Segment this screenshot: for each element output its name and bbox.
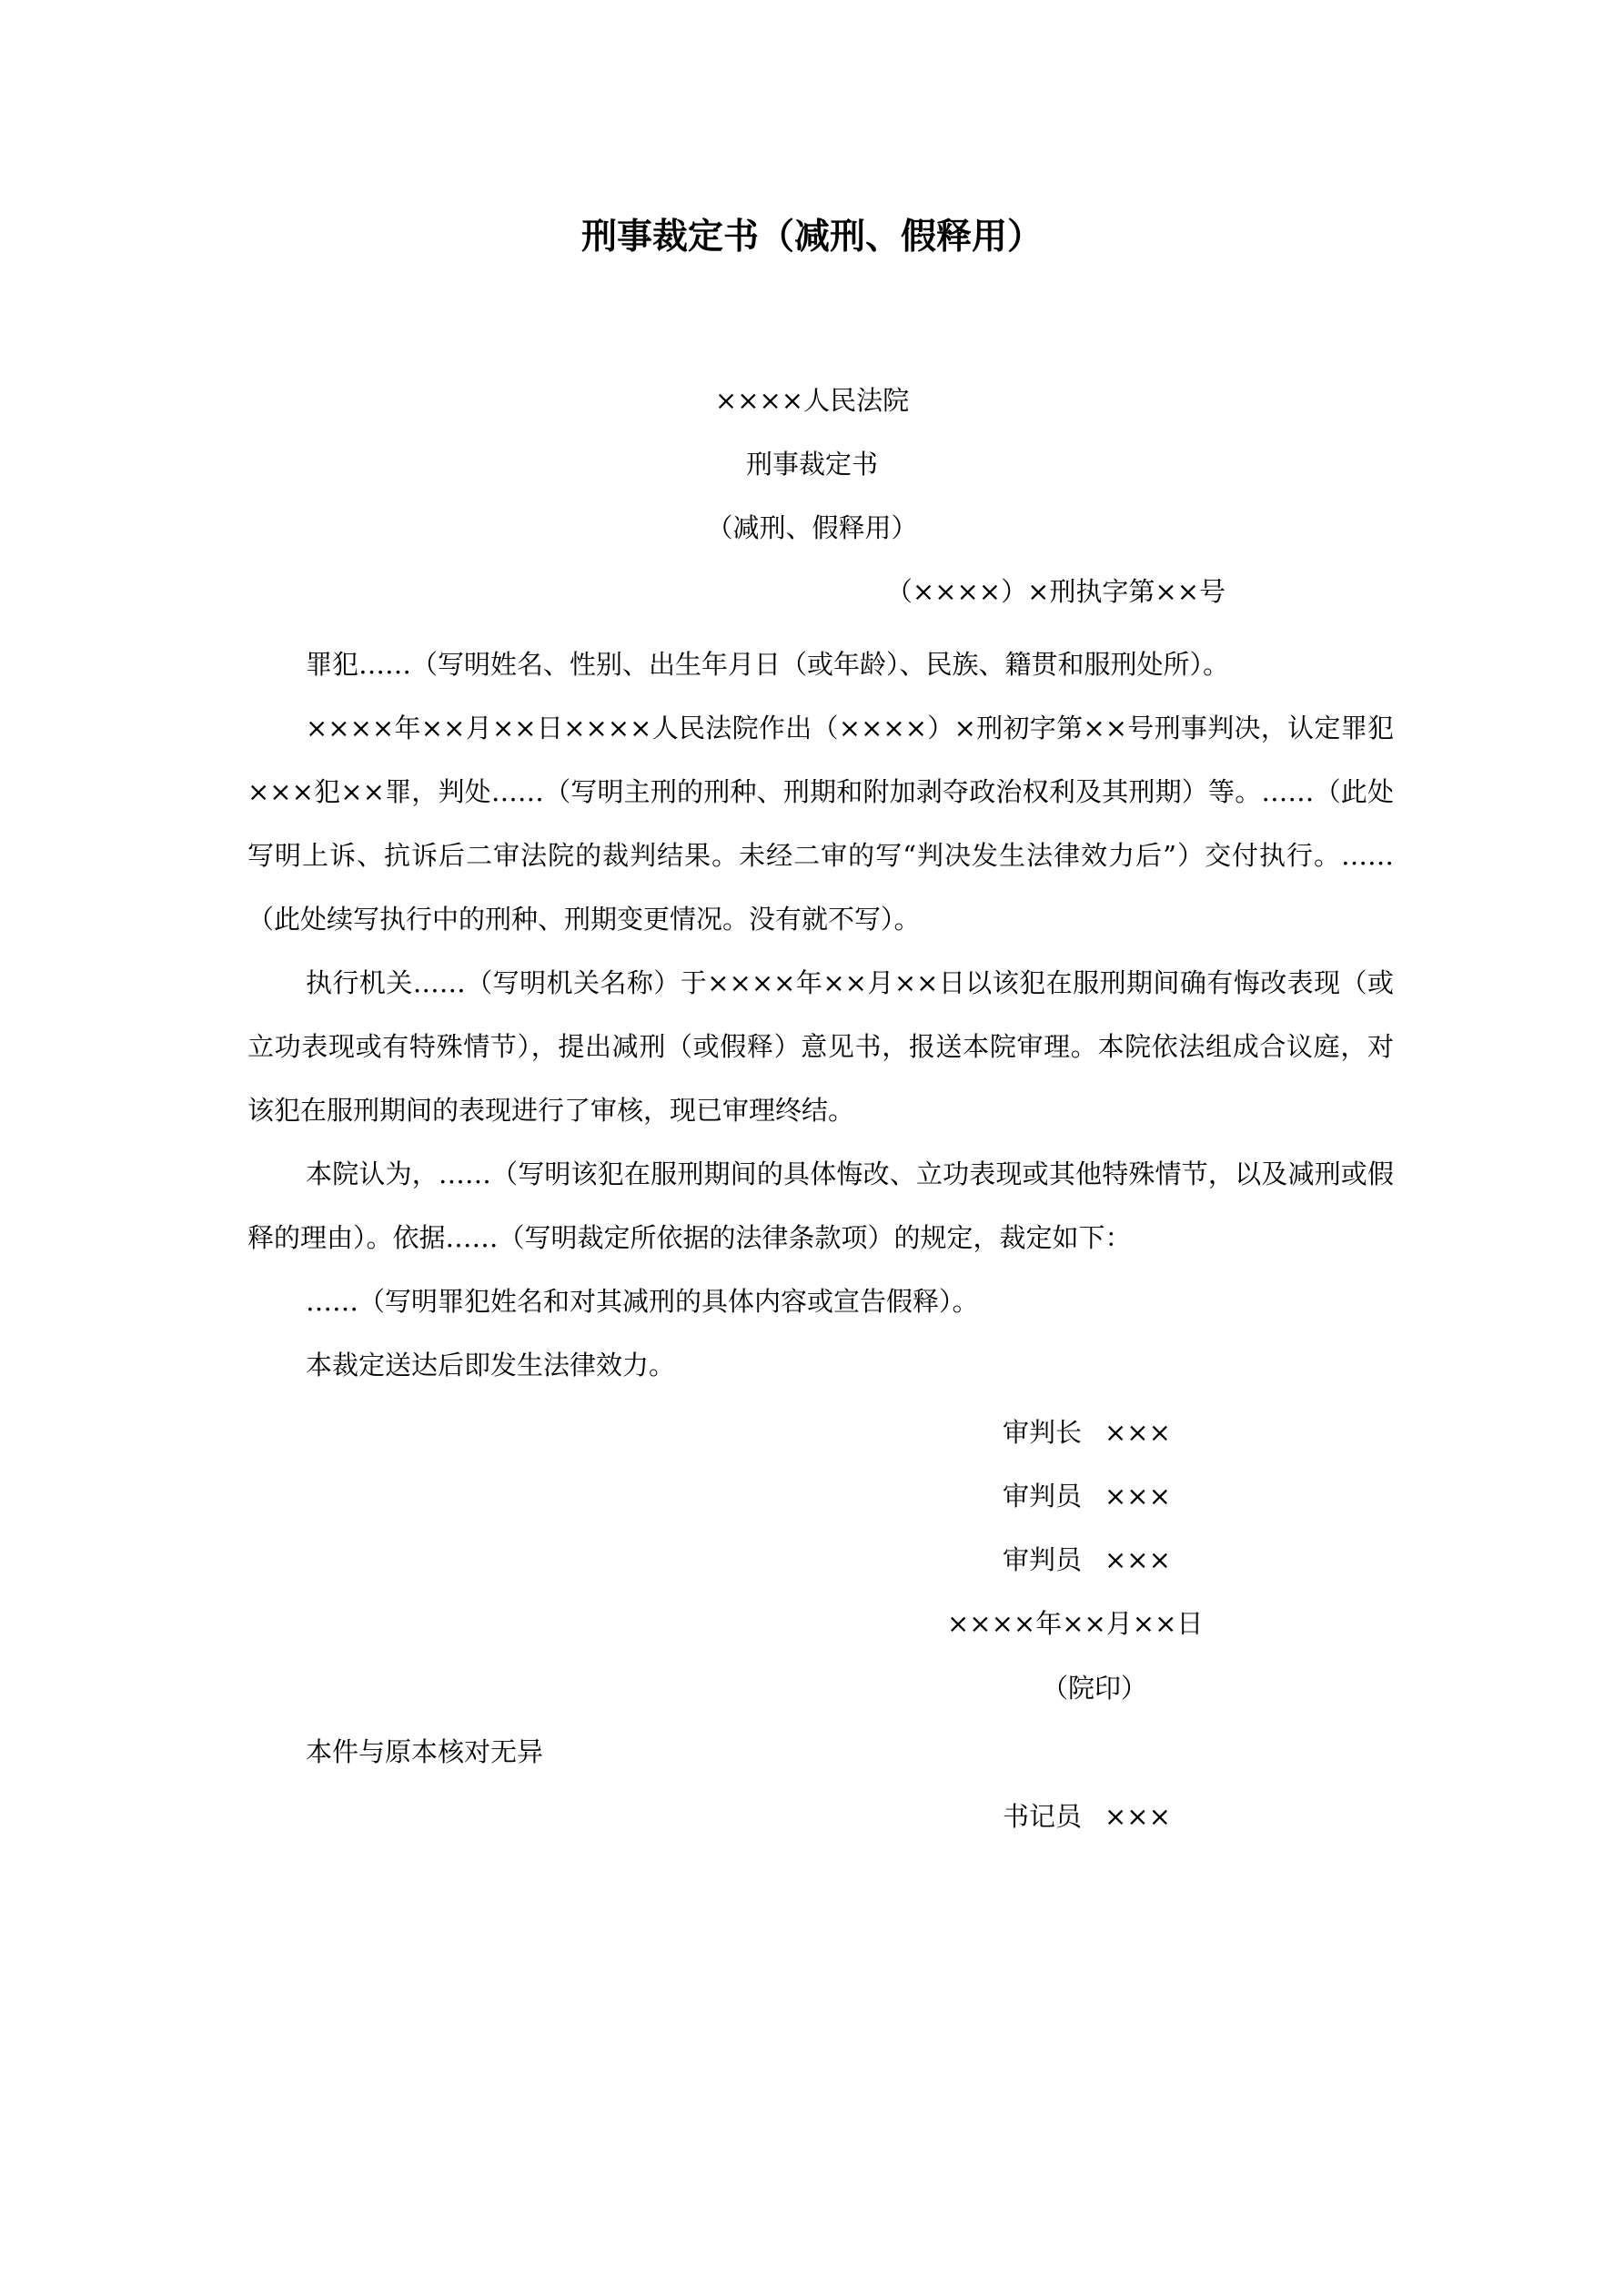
signature-role: 书记员: [1003, 1801, 1083, 1832]
case-number: （××××）×刑执字第××号: [885, 576, 1226, 607]
signature-name: ×××: [1105, 1544, 1171, 1575]
ruling-date: ××××年××月××日: [947, 1608, 1204, 1639]
court-seal: （院印）: [1042, 1673, 1148, 1704]
signature-name: ×××: [1105, 1417, 1171, 1448]
signature-judge-2: [1003, 1541, 1171, 1579]
paragraph-offender-info: 罪犯……（写明姓名、性别、出生年月日（或年龄）、民族、籍贯和服刑处所）。: [306, 649, 1230, 680]
paragraph-effectiveness: 本裁定送达后即发生法律效力。: [306, 1350, 676, 1381]
signature-role: 审判员: [1003, 1481, 1083, 1512]
document-title: 刑事裁定书（减刑、假释用）: [580, 216, 1043, 258]
paragraph-ruling: ……（写明罪犯姓名和对其减刑的具体内容或宣告假释）。: [306, 1286, 979, 1317]
signature-judge-1: [1003, 1477, 1171, 1515]
signature-name: ×××: [1105, 1801, 1171, 1832]
signature-presiding-judge: [1003, 1413, 1171, 1451]
paragraph-executing-agency: 执行机关……（写明机关名称）于××××年××月××日以该犯在服刑期间确有悔改表现（或立功表现或有特殊情节），提出减刑（或假释）意见书，报送本院审理。本院依法组成合议庭，对该犯在服刑期间的表现进行了审核，现已审理终结。: [247, 967, 1394, 1126]
verification-statement: 本件与原本核对无异: [306, 1736, 544, 1767]
signature-role: 审判长: [1003, 1417, 1083, 1448]
document-body: [247, 632, 1394, 1397]
signature-role: 审判员: [1003, 1544, 1083, 1575]
signature-name: ×××: [1105, 1481, 1171, 1512]
document-usage: （减刑、假释用）: [706, 512, 918, 543]
court-name: ××××人民法院: [714, 385, 910, 416]
signature-clerk: [1003, 1797, 1171, 1836]
paragraph-original-judgment: ××××年××月××日××××人民法院作出（××××）×刑初字第××号刑事判决，认定罪犯×××犯××罪，判处……（写明主刑的刑种、刑期和附加剥夺政治权利及其刑期）等。……（此处写明上诉、抗诉后二审法院的裁判结果。未经二审的写“判决发生法律效力后”）交付执行。……（此处续写执行中的刑种、刑期变更情况。没有就不写）。: [247, 713, 1394, 935]
paragraph-court-opinion: 本院认为，……（写明该犯在服刑期间的具体悔改、立功表现或其他特殊情节，以及减刑或假释的理由）。依据……（写明裁定所依据的法律条款项）的规定，裁定如下：: [247, 1158, 1394, 1253]
document-type: 刑事裁定书: [745, 449, 878, 480]
